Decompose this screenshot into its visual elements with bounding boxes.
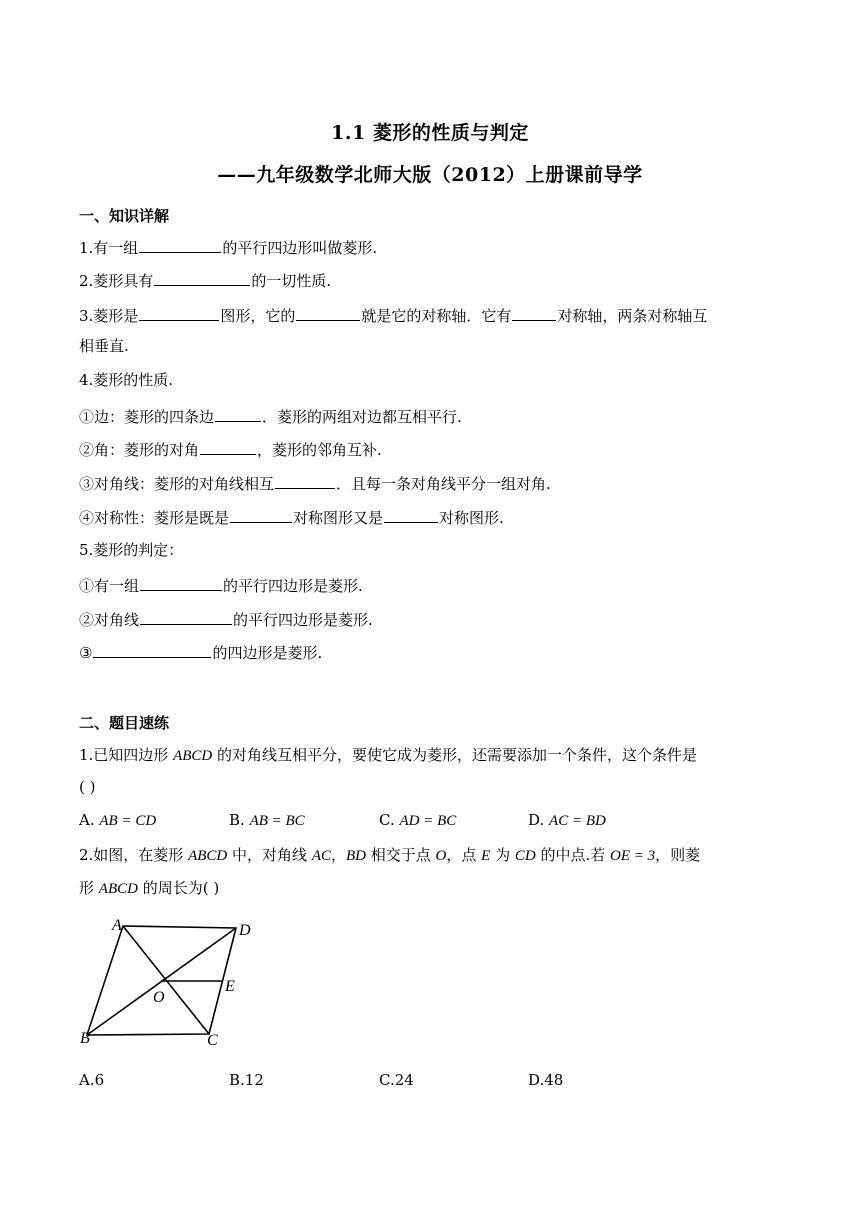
option-label: A. <box>79 811 100 829</box>
q1-option-c[interactable] <box>379 810 456 831</box>
math: AD = BC <box>399 813 457 829</box>
rhombus-figure <box>76 912 266 1052</box>
text: 对称轴，两条对称轴互 <box>557 307 708 325</box>
knowledge-line-3b: 相垂直. <box>79 337 129 355</box>
q2-option-b[interactable]: B.12 <box>229 1071 264 1089</box>
text: ④对称性：菱形是既是 <box>79 509 230 527</box>
text: 1.已知四边形 <box>79 746 174 764</box>
math: AB = BC <box>249 813 305 829</box>
q1-option-d[interactable] <box>528 810 606 831</box>
math: ABCD <box>173 748 213 764</box>
text: 就是它的对称轴．它有 <box>361 307 512 325</box>
question-2-text <box>79 845 700 866</box>
knowledge-line-10 <box>79 574 363 596</box>
blank <box>230 506 292 523</box>
knowledge-line-3 <box>79 304 707 326</box>
blank <box>93 641 211 658</box>
label-a: A <box>112 917 122 934</box>
blank <box>139 304 219 321</box>
math: O <box>435 848 447 864</box>
knowledge-line-6 <box>79 438 382 460</box>
question-1-paren: ( ) <box>79 778 96 796</box>
text: ①有一组 <box>79 577 140 595</box>
q1-option-b[interactable] <box>229 810 305 831</box>
blank <box>296 304 360 321</box>
knowledge-line-1 <box>79 236 377 258</box>
page-title: 1.1 菱形的性质与判定 <box>331 122 529 144</box>
text: 的平行四边形是菱形. <box>233 611 373 629</box>
text: 图形，它的 <box>220 307 296 325</box>
q2-option-c[interactable]: C.24 <box>379 1071 414 1089</box>
text: 中，对角线 <box>227 846 312 864</box>
question-2-text-line2 <box>79 878 219 899</box>
blank <box>275 472 335 489</box>
text: ，点 <box>446 846 482 864</box>
blank <box>140 608 232 625</box>
knowledge-line-2 <box>79 269 331 291</box>
q2-option-a[interactable]: A.6 <box>79 1071 105 1089</box>
math: E <box>481 848 491 864</box>
text: 为 <box>490 846 515 864</box>
page-subtitle: ——九年级数学北师大版（2012）上册课前导学 <box>217 164 643 186</box>
text: 2.菱形具有 <box>79 272 154 290</box>
option-label: C. <box>379 811 400 829</box>
text: 相交于点 <box>366 846 436 864</box>
math: ABCD <box>98 881 138 897</box>
text: 的周长为( ) <box>137 879 220 897</box>
text: ， <box>330 846 346 864</box>
blank <box>154 269 250 286</box>
knowledge-line-8 <box>79 506 504 528</box>
knowledge-line-7 <box>79 472 551 494</box>
text: ，则菱 <box>655 846 701 864</box>
text: 的平行四边形叫做菱形. <box>222 239 378 257</box>
question-1-text <box>79 745 697 766</box>
label-o: O <box>153 989 165 1006</box>
knowledge-line-12 <box>79 641 322 663</box>
blank <box>200 438 256 455</box>
text: 3.菱形是 <box>79 307 139 325</box>
math: AB = CD <box>99 813 157 829</box>
math: AC <box>311 848 331 864</box>
q2-option-d[interactable]: D.48 <box>528 1071 564 1089</box>
knowledge-line-4: 4.菱形的性质. <box>79 371 174 389</box>
text: ①边：菱形的四条边 <box>79 408 215 426</box>
section-heading-knowledge: 一、知识详解 <box>79 207 170 225</box>
text: 形 <box>79 879 99 897</box>
label-d: D <box>239 922 251 939</box>
text: ③ <box>79 644 93 662</box>
knowledge-line-11 <box>79 608 373 630</box>
blank <box>139 236 221 253</box>
diagonal-ac <box>123 926 209 1034</box>
section-heading-practice: 二、题目速练 <box>79 714 170 732</box>
blank <box>384 506 438 523</box>
text: 2.如图，在菱形 <box>79 846 189 864</box>
knowledge-line-5 <box>79 405 462 427</box>
math: CD <box>514 848 536 864</box>
text: 的对角线互相平分，要使它成为菱形，还需要添加一个条件，这个条件是 <box>212 746 698 764</box>
blank <box>140 574 222 591</box>
text: 对称图形. <box>439 509 504 527</box>
q1-option-a[interactable] <box>79 810 156 831</box>
text: ．且每一条对角线平分一组对角. <box>336 475 551 493</box>
math: ABCD <box>188 848 228 864</box>
text: ，菱形的邻角互补. <box>257 441 382 459</box>
math: OE = 3 <box>610 848 656 864</box>
label-e: E <box>225 978 235 995</box>
label-b: B <box>80 1030 90 1047</box>
text: 的平行四边形是菱形. <box>223 577 363 595</box>
math: BD <box>346 848 366 864</box>
text: ③对角线：菱形的对角线相互 <box>79 475 275 493</box>
option-label: B. <box>229 811 250 829</box>
text: 对称图形又是 <box>293 509 384 527</box>
option-label: D. <box>528 811 550 829</box>
math: AC = BD <box>549 813 606 829</box>
blank <box>215 405 261 422</box>
text: 的一切性质. <box>251 272 332 290</box>
text: ．菱形的两组对边都互相平行. <box>262 408 462 426</box>
label-c: C <box>207 1032 218 1049</box>
knowledge-line-9: 5.菱形的判定： <box>79 541 184 559</box>
text: ②对角线 <box>79 611 140 629</box>
text: 1.有一组 <box>79 239 139 257</box>
text: 的中点.若 <box>535 846 611 864</box>
blank <box>512 304 556 321</box>
text: ②角：菱形的对角 <box>79 441 200 459</box>
text: 的四边形是菱形. <box>212 644 323 662</box>
